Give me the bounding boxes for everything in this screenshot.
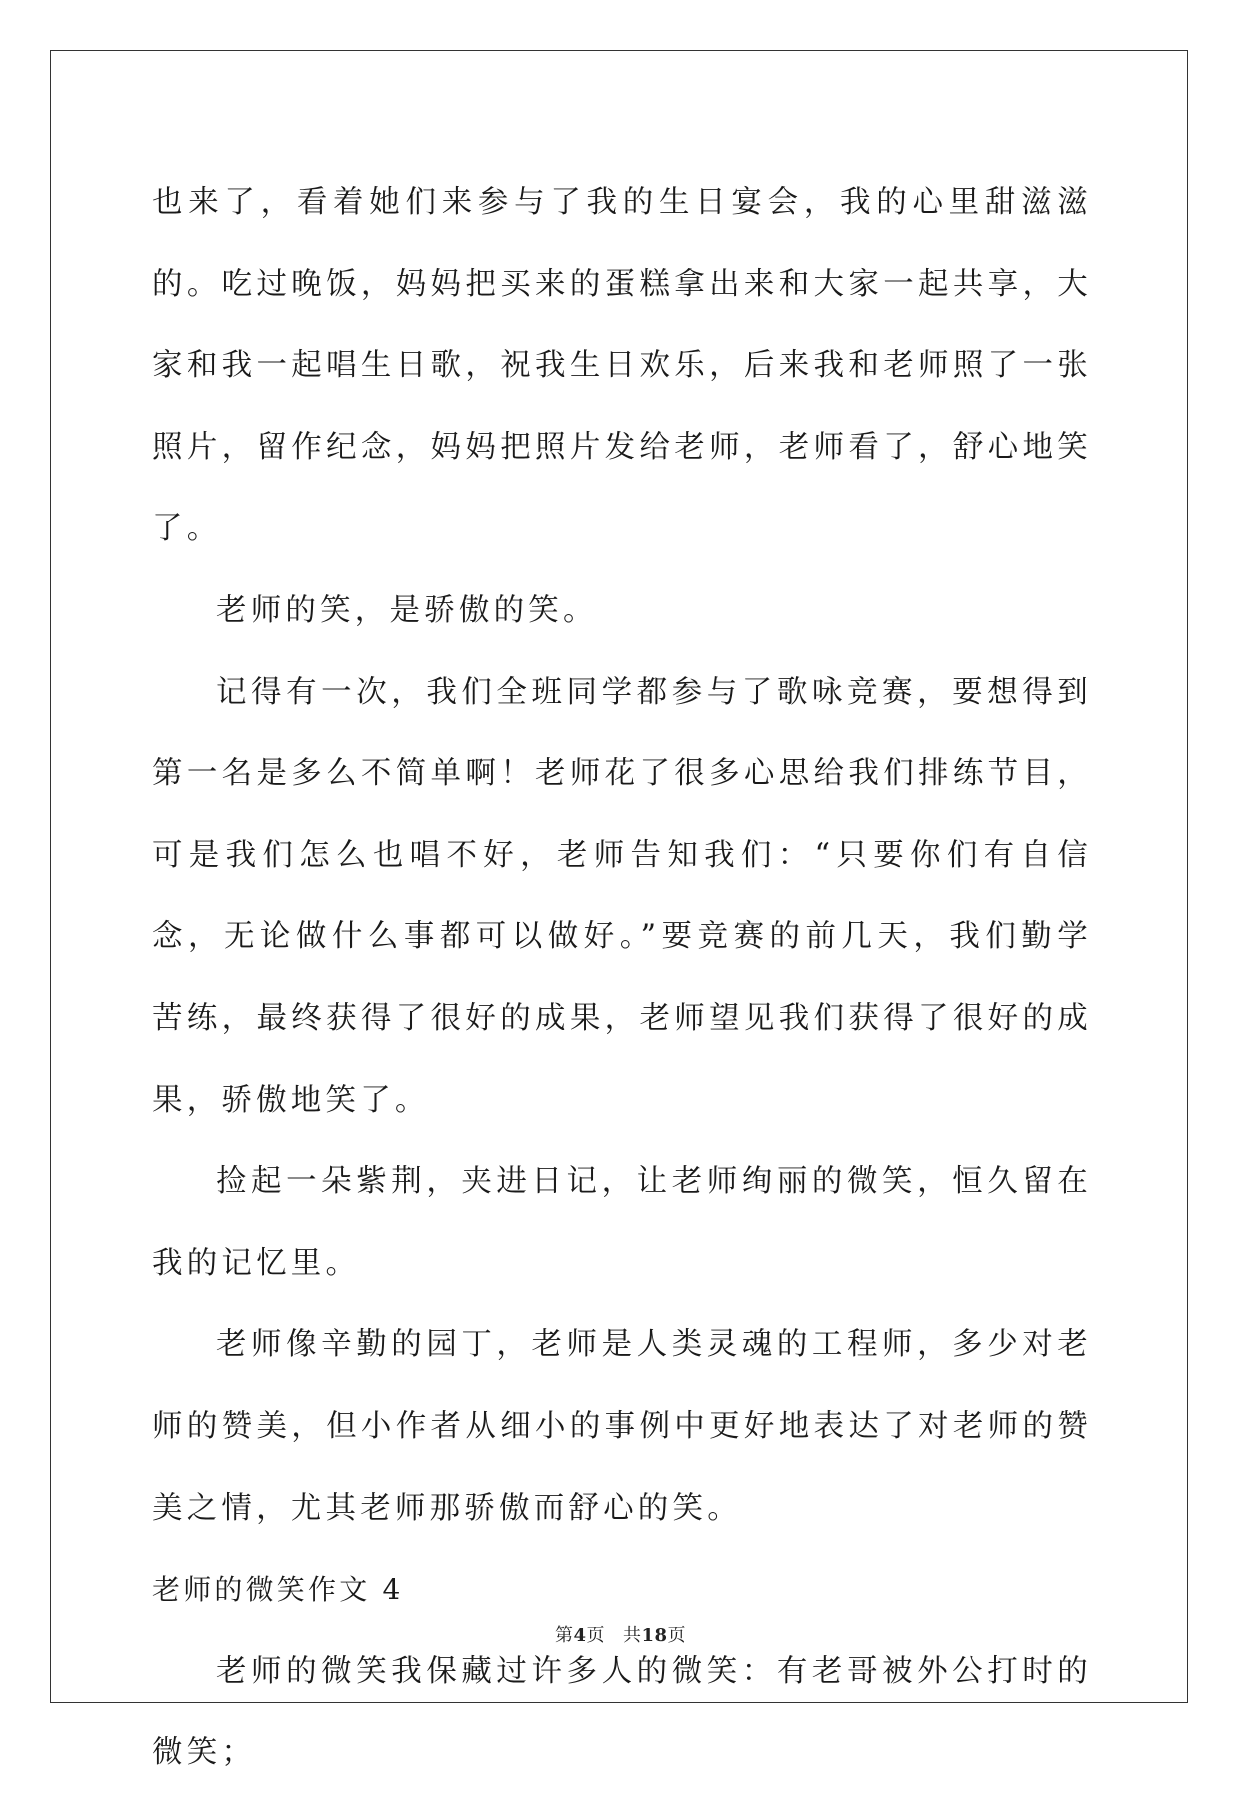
section-heading: 老师的微笑作文 4 xyxy=(152,1573,404,1607)
paragraph-comment: 老师像辛勤的园丁，老师是人类灵魂的工程师，多少对老师的赞美，但小作者从细小的事例中更好地表达了对老师的赞美之情，尤其老师那骄傲而舒心的笑。 xyxy=(152,1327,1092,1526)
page-footer xyxy=(0,1624,1241,1648)
footer-page-number: 4 xyxy=(573,1625,587,1646)
footer-page-suffix: 页 xyxy=(586,1625,605,1646)
footer-total-pages: 18 xyxy=(641,1625,668,1646)
paragraph-singing-contest: 记得有一次，我们全班同学都参与了歌咏竞赛，要想得到第一名是多么不简单啊！老师花了很多心思给我们排练节目，可是我们怎么也唱不好，老师告知我们：“只要你们有自信念，无论做什么事都可以做好。”要竞赛的前几天，我们勤学苦练，最终获得了很好的成果，老师望见我们获得了很好的成果，骄傲地笑了。 xyxy=(152,674,1092,1118)
paragraph-proud-smile: 老师的笑，是骄傲的笑。 xyxy=(216,592,598,628)
footer-prefix: 第 xyxy=(554,1625,574,1646)
paragraph-bauhinia: 捡起一朵紫荆，夹进日记，让老师绚丽的微笑，恒久留在我的记忆里。 xyxy=(152,1164,1092,1281)
footer-total-prefix: 共 xyxy=(622,1625,642,1646)
footer-total-suffix: 页 xyxy=(667,1625,687,1646)
document-body xyxy=(152,162,1092,1794)
paragraph-essay-4-start: 老师的微笑我保藏过许多人的微笑：有老哥被外公打时的微笑； xyxy=(152,1653,1092,1771)
paragraph-continued: 也来了，看着她们来参与了我的生日宴会，我的心里甜滋滋的。吃过晚饭，妈妈把买来的蛋糕拿出来和大家一起共享，大家和我一起唱生日歌，祝我生日欢乐，后来我和老师照了一张照片，留作纪念，妈妈把照片发给老师，老师看了，舒心地笑了。 xyxy=(152,185,1092,547)
